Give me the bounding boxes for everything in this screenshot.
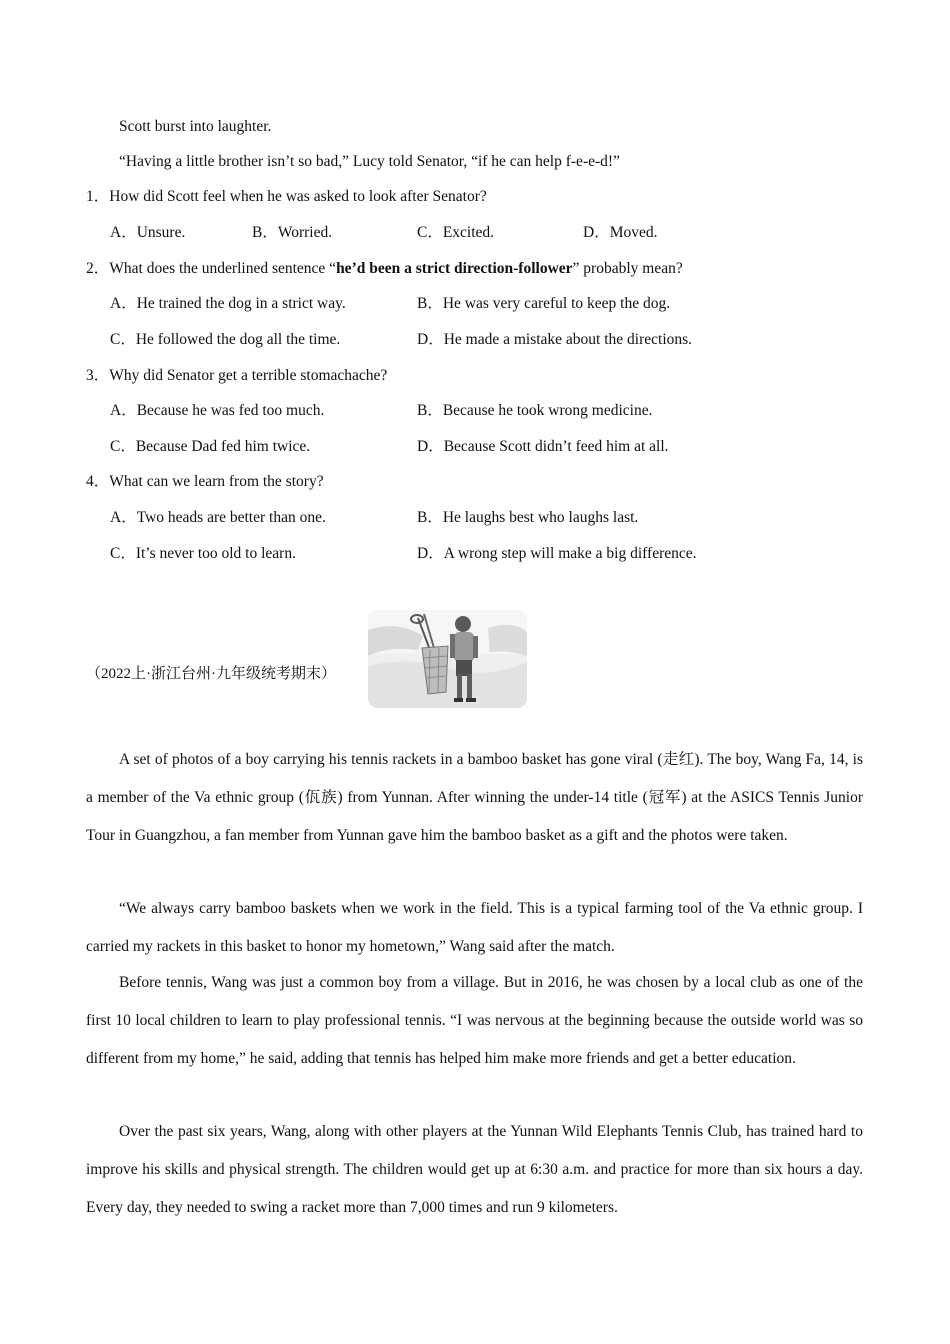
question-3-option-a: A．Because he was fed too much. [110,402,325,419]
question-2-option-b: B．He was very careful to keep the dog. [417,295,671,312]
question-4-option-c: C．It’s never too old to learn. [110,545,296,562]
story-line: “Having a little brother isn’t so bad,” Lucy told Senator, “if he can help f-e-e-d!” [119,153,620,170]
story-line: Scott burst into laughter. [119,118,272,135]
passage-source: （2022上·浙江台州·九年级统考期末） [86,666,336,682]
question-1-stem: 1．How did Scott feel when he was asked to look after Senator? [86,188,487,205]
question-3-stem: 3．Why did Senator get a terrible stomachache? [86,367,388,384]
passage-paragraph: Before tennis, Wang was just a common boy from a village. But in 2016, he was chosen by a local club as one of the first 10 local children to learn to play professional tennis. “I was nervous at the beginning because the outside world was so different from my home,” he said, adding that tennis has helped him make more friends and get a better education. [86,974,863,1067]
question-2-underlined-sentence: he’d been a strict direction-follower [336,260,573,277]
question-3-option-c: C．Because Dad fed him twice. [110,438,311,455]
question-2-stem-after: ” probably mean? [572,260,683,277]
question-4-option-b: B．He laughs best who laughs last. [417,509,639,526]
passage-paragraph: Over the past six years, Wang, along with other players at the Yunnan Wild Elephants Tennis Club, has trained hard to improve his skills and physical strength. The children would get up at 6:30 a.m. and practice for more than six hours a day. Every day, they needed to swing a racket more than 7,000 times and run 9 kilometers. [86,1123,863,1216]
question-4-option-d: D．A wrong step will make a big difference. [417,545,697,562]
question-4-option-a: A．Two heads are better than one. [110,509,326,526]
question-1-option-c: C．Excited. [417,224,495,241]
boy-with-basket-photo [368,610,527,708]
passage-paragraph: A set of photos of a boy carrying his tennis rackets in a bamboo basket has gone viral (走红). The boy, Wang Fa, 14, is a member of the Va ethnic group (佤族) from Yunnan. After winning the under-14 title (冠军) at the ASICS Tennis Junior Tour in Guangzhou, a fan member from Yunnan gave him the bamboo basket as a gift and the photos were taken. [86,751,863,844]
question-2-option-c: C．He followed the dog all the time. [110,331,341,348]
question-2-option-a: A．He trained the dog in a strict way. [110,295,346,312]
question-3-option-b: B．Because he took wrong medicine. [417,402,653,419]
question-3-option-d: D．Because Scott didn’t feed him at all. [417,438,669,455]
question-1-option-b: B．Worried. [252,224,333,241]
question-1-option-a: A．Unsure. [110,224,186,241]
question-2-option-d: D．He made a mistake about the directions. [417,331,693,348]
question-2-stem [86,259,683,279]
passage-paragraph: “We always carry bamboo baskets when we work in the field. This is a typical farming tool of the Va ethnic group. I carried my rackets in this basket to honor my hometown,” Wang said after the match. [86,900,863,955]
question-2-stem-before: 2．What does the underlined sentence “ [86,260,337,277]
question-4-stem: 4．What can we learn from the story? [86,473,324,490]
question-1-option-d: D．Moved. [583,224,658,241]
